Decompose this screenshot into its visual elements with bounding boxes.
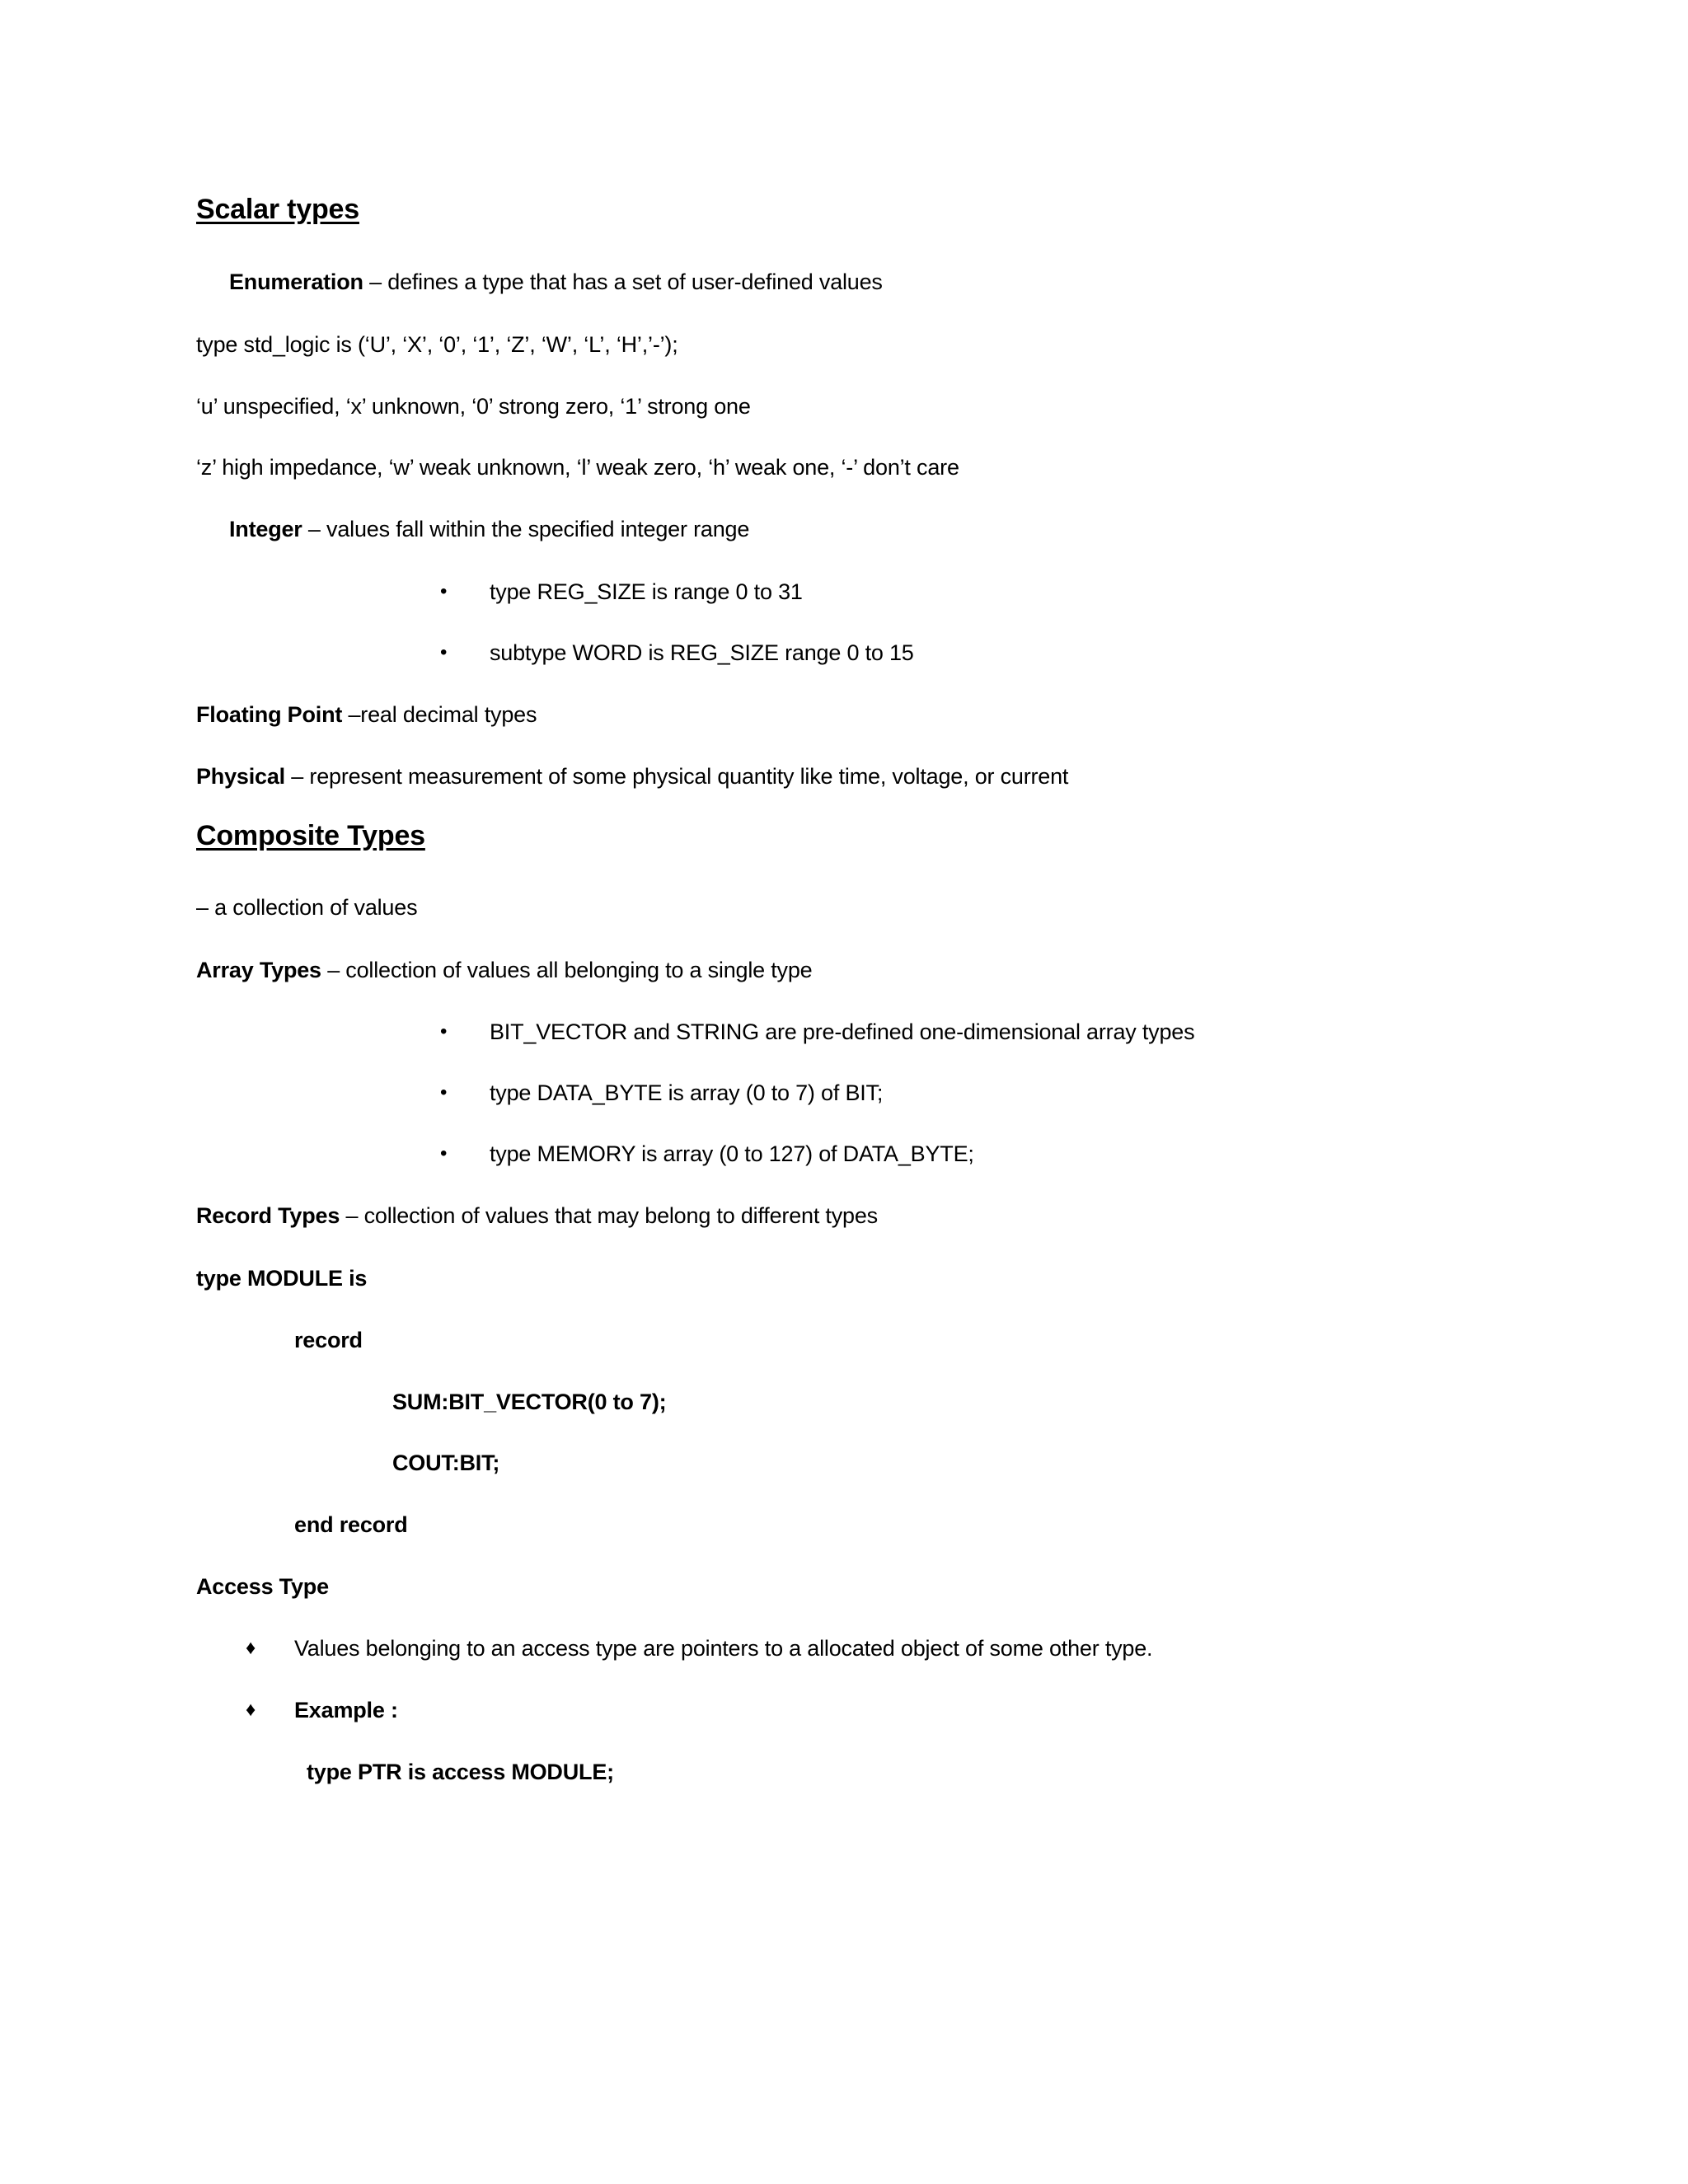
integer-bullet-1: type REG_SIZE is range 0 to 31 (490, 579, 803, 604)
heading-scalar-types: Scalar types (196, 194, 359, 225)
access-bullet-2: Example : (294, 1698, 398, 1722)
integer-text: – values fall within the specified integer range (302, 517, 750, 541)
access-example-code: type PTR is access MODULE; (307, 1760, 614, 1784)
enumeration-label: Enumeration (229, 269, 363, 294)
access-bullet-1: Values belonging to an access type are pointers to a allocated object of some other type. (294, 1636, 1153, 1661)
integer-bullet-2: subtype WORD is REG_SIZE range 0 to 15 (490, 640, 914, 665)
record-code-line-4: COUT:BIT; (392, 1451, 500, 1475)
composite-intro: – a collection of values (196, 895, 418, 920)
array-types-line (196, 955, 812, 985)
physical-label: Physical (196, 764, 285, 789)
std-logic-declaration: type std_logic is (‘U’, ‘X’, ‘0’, ‘1’, ‘Z’, ‘W’, ‘L’, ‘H’,’-’); (196, 332, 678, 357)
access-type-heading: Access Type (196, 1574, 329, 1599)
std-logic-values-line-2: ‘z’ high impedance, ‘w’ weak unknown, ‘l’ weak zero, ‘h’ weak one, ‘-’ don’t care (196, 455, 959, 480)
record-types-line (196, 1201, 878, 1230)
diamond-bullet-icon: ♦ (246, 1637, 256, 1659)
bullet-icon: • (440, 580, 448, 602)
record-code-line-5: end record (294, 1512, 408, 1537)
record-types-label: Record Types (196, 1203, 340, 1228)
array-bullet-1: BIT_VECTOR and STRING are pre-defined one-dimensional array types (490, 1019, 1195, 1044)
integer-line (229, 514, 749, 544)
record-code-line-2: record (294, 1328, 363, 1352)
array-bullet-3: type MEMORY is array (0 to 127) of DATA_BYTE; (490, 1141, 974, 1166)
record-code-line-3: SUM:BIT_VECTOR(0 to 7); (392, 1390, 667, 1414)
floating-point-label: Floating Point (196, 702, 343, 727)
bullet-icon: • (440, 1081, 448, 1104)
floating-point-text: –real decimal types (342, 702, 537, 727)
enumeration-line (229, 267, 883, 297)
integer-label: Integer (229, 517, 302, 541)
bullet-icon: • (440, 1142, 448, 1165)
enumeration-text: – defines a type that has a set of user-defined values (363, 269, 883, 294)
floating-point-line (196, 700, 537, 729)
std-logic-values-line-1: ‘u’ unspecified, ‘x’ unknown, ‘0’ strong zero, ‘1’ strong one (196, 394, 751, 419)
physical-text: – represent measurement of some physical quantity like time, voltage, or current (284, 764, 1069, 789)
diamond-bullet-icon: ♦ (246, 1699, 256, 1721)
array-bullet-2: type DATA_BYTE is array (0 to 7) of BIT; (490, 1080, 884, 1105)
bullet-icon: • (440, 641, 448, 663)
array-types-label: Array Types (196, 958, 321, 982)
record-code-line-1: type MODULE is (196, 1266, 368, 1291)
array-types-text: – collection of values all belonging to a single type (321, 958, 813, 982)
record-types-text: – collection of values that may belong to different types (340, 1203, 878, 1228)
bullet-icon: • (440, 1020, 448, 1043)
physical-line (196, 762, 1068, 791)
heading-composite-types: Composite Types (196, 820, 425, 851)
